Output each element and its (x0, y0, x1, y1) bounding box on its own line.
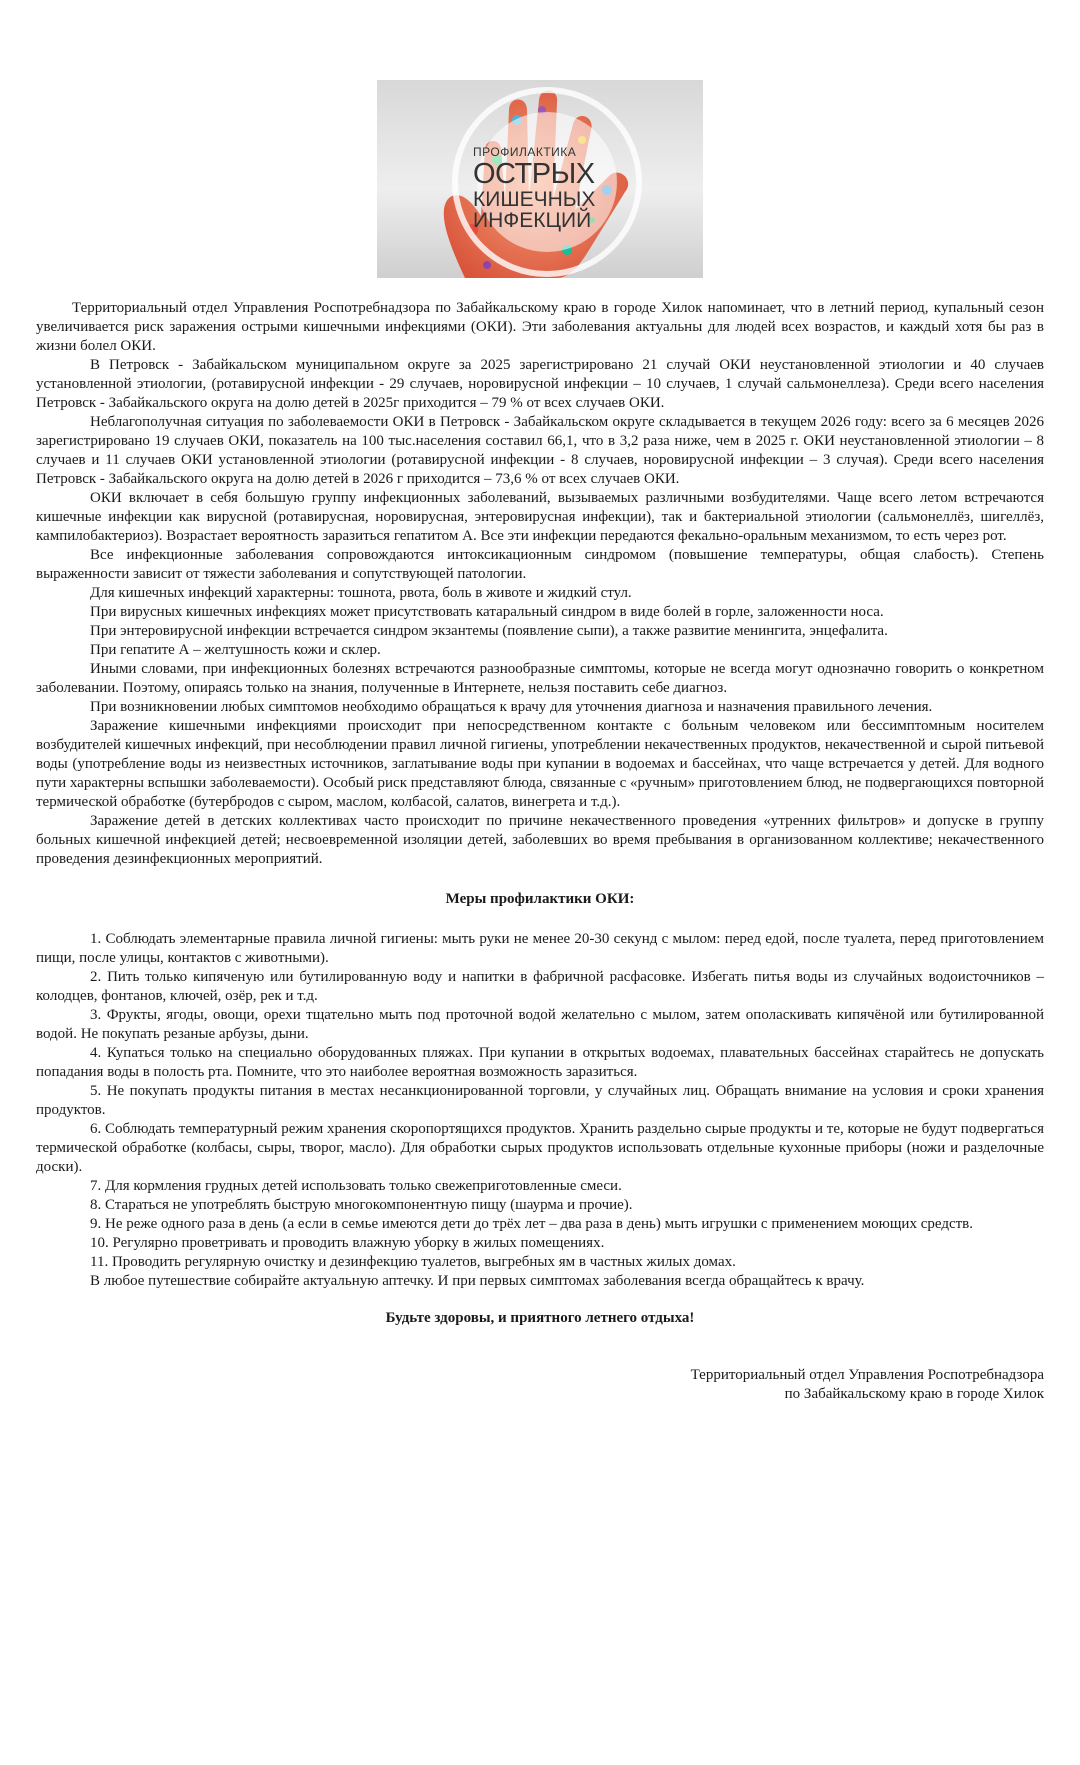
measure-item: 8. Стараться не употреблять быструю многокомпонентную пищу (шаурма и прочие). (90, 1197, 633, 1213)
paragraph: При возникновении любых симптомов необходимо обращаться к врачу для уточнения диагноза и назначения правильного лечения. (90, 699, 933, 715)
paragraph: ОКИ включает в себя большую группу инфекционных заболеваний, вызываемых различными возбудителями. Чаще всего летом встречаются кишечные инфекции как вирусной (ротавирусная, норовирусная, энтеровирусная инфекции), так и бактериальной этиологии (сальмонеллёз, шигеллёз, кампилобактериоз). Возрастает вероятность заразиться гепатитом А. Все эти инфекции передаются фекально-оральным механизмом, то есть через рот. (36, 490, 1044, 544)
paragraph: В Петровск - Забайкальском муниципальном округе за 2025 зарегистрировано 21 случай ОКИ неустановленной этиологии и 40 случаев установленной этиологии, (ротавирусной инфекции - 29 случаев, норовирусной инфекции – 10 случаев, 1 случай сальмонеллеза). Среди всего населения Петровск - Забайкальского округа на долю детей в 2025г приходится – 79 % от всех случаев ОКИ. (36, 357, 1044, 411)
paragraph: Заражение кишечными инфекциями происходит при непосредственном контакте с больным человеком или бессимптомным носителем возбудителей кишечных инфекций, при несоблюдении правил личной гигиены, употреблении некачественных продуктов, некачественной и сырой питьевой воды (употребление воды из неизвестных источников, заглатывание воды при купании в водоемах и бассейнах, что чаще встречается у детей. Для водного пути характерны вспышки заболеваемости). Особый риск представляют блюда, связанные с «ручным» приготовлением блюд, не подвергающихся повторной термической обработке (бутербродов с сыром, маслом, колбасой, салатов, винегрета и т.д.). (36, 718, 1044, 810)
measure-item: 5. Не покупать продукты питания в местах несанкционированной торговли, у случайных лиц. Обращать внимание на условия и сроки хранения продуктов. (36, 1083, 1044, 1118)
banner-caption (473, 146, 623, 231)
measure-item: 6. Соблюдать температурный режим хранения скоропортящихся продуктов. Хранить раздельно сырые продукты и те, которые не будут подвергаться термической обработке (колбасы, сыры, творог, масло). Для обработки сырых продуктов использовать отдельные кухонные приборы (ножи и разделочные доски). (36, 1121, 1044, 1175)
article-body (36, 299, 1044, 1404)
paragraph: При гепатите А – желтушность кожи и склер. (90, 642, 381, 658)
banner-line-2: ОСТРЫХ (473, 158, 595, 190)
measures-heading: Меры профилактики ОКИ: (445, 891, 635, 907)
measure-item: 10. Регулярно проветривать и проводить влажную уборку в жилых помещениях. (90, 1235, 605, 1251)
paragraph: При вирусных кишечных инфекциях может присутствовать катаральный синдром в виде болей в горле, заложенности носа. (90, 604, 884, 620)
measure-item: 11. Проводить регулярную очистку и дезинфекцию туалетов, выгребных ям в частных жилых домах. (90, 1254, 736, 1270)
measure-item: 9. Не реже одного раза в день (а если в семье имеются дети до трёх лет – два раза в день) мыть игрушки с применением моющих средств. (90, 1216, 974, 1232)
signature-line-1: Территориальный отдел Управления Роспотребнадзора (690, 1367, 1044, 1383)
paragraph: При энтеровирусной инфекции встречается синдром экзантемы (появление сыпи), а также развитие менингита, энцефалита. (90, 623, 888, 639)
paragraph: Все инфекционные заболевания сопровождаются интоксикационным синдромом (повышение температуры, общая слабость). Степень выраженности зависит от тяжести заболевания и сопутствующей патологии. (36, 547, 1044, 582)
paragraph: Неблагополучная ситуация по заболеваемости ОКИ в Петровск - Забайкальском округе складывается в текущем 2026 году: всего за 6 месяцев 2026 зарегистрировано 19 случаев ОКИ, показатель на 100 тыс.населения составил 66,1, что в 3,2 раза ниже, чем в 2025 г. ОКИ неустановленной этиологии – 8 случаев и 11 случаев ОКИ установленной этиологии (ротавирусной инфекции - 8 случаев, норовирусной инфекции – 3 случая). Среди всего населения Петровск - Забайкальского округа на долю детей в 2026 г приходится – 73,6 % от всех случаев ОКИ. (36, 414, 1044, 487)
measure-item: 3. Фрукты, ягоды, овощи, орехи тщательно мыть под проточной водой желательно с мылом, затем ополаскивать кипячёной или бутилированной водой. Не покупать резаные арбузы, дыни. (36, 1007, 1044, 1042)
closing-wish: Будьте здоровы, и приятного летнего отдыха! (385, 1310, 695, 1326)
measure-item: 4. Купаться только на специально оборудованных пляжах. При купании в открытых водоемах, плавательных бассейнах старайтесь не допускать попадания воды в полость рта. Помните, что это наиболее вероятная возможность заразиться. (36, 1045, 1044, 1080)
paragraph: Для кишечных инфекций характерны: тошнота, рвота, боль в животе и жидкий стул. (90, 585, 632, 601)
banner-line-3: КИШЕЧНЫХ (473, 188, 596, 211)
banner-image (377, 80, 703, 278)
banner-line-1: ПРОФИЛАКТИКА (473, 145, 577, 159)
paragraph: Территориальный отдел Управления Роспотребнадзора по Забайкальскому краю в городе Хилок напоминает, что в летний период, купальный сезон увеличивается риск заражения острыми кишечными инфекциями (ОКИ). Эти заболевания актуальны для людей всех возрастов, и каждый хотя бы раз в жизни болел ОКИ. (36, 300, 1044, 354)
signature-line-2: по Забайкальскому краю в городе Хилок (784, 1386, 1044, 1402)
banner-line-4: ИНФЕКЦИЙ (473, 209, 592, 232)
measure-item: 2. Пить только кипяченую или бутилированную воду и напитки в фабричной расфасовке. Избегать питья воды из случайных водоисточников – колодцев, фонтанов, ключей, озёр, рек и т.д. (36, 969, 1044, 1004)
paragraph: Заражение детей в детских коллективах часто происходит по причине некачественного проведения «утренних фильтров» и допуске в группу больных кишечной инфекцией детей; несвоевременной изоляции детей, заболевших во время пребывания в организованном коллективе; некачественного проведения дезинфекционных мероприятий. (36, 813, 1044, 867)
measure-item: 1. Соблюдать элементарные правила личной гигиены: мыть руки не менее 20-30 секунд с мылом: перед едой, после туалета, перед приготовлением пищи, после улицы, контактов с животными). (36, 931, 1044, 966)
measure-item: В любое путешествие собирайте актуальную аптечку. И при первых симптомах заболевания всегда обращайтесь к врачу. (90, 1273, 865, 1289)
paragraph: Иными словами, при инфекционных болезнях встречаются разнообразные симптомы, которые не всегда могут однозначно говорить о конкретном заболевании. Поэтому, опираясь только на знания, полученные в Интернете, нельзя поставить себе диагноз. (36, 661, 1044, 696)
measure-item: 7. Для кормления грудных детей использовать только свежеприготовленные смеси. (90, 1178, 622, 1194)
